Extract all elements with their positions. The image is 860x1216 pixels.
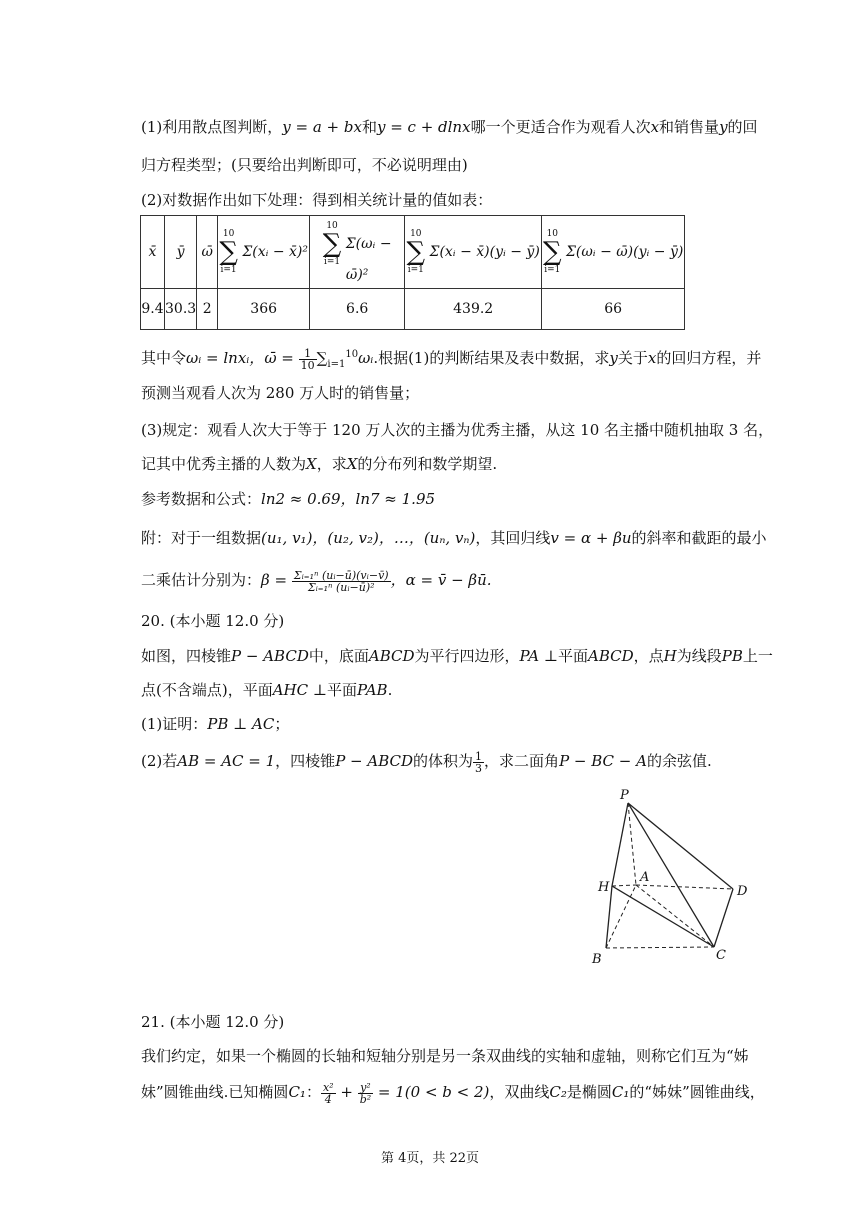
table-value-row (141, 289, 685, 330)
statistics-table (140, 215, 685, 330)
page-footer: 第 4页，共 22页 (380, 1151, 480, 1166)
header-omega-bar: ω̄ (197, 216, 218, 289)
pyramid-solid-edges (606, 803, 733, 948)
label-C: C (716, 948, 726, 963)
label-A: A (640, 870, 650, 885)
q20-part1: (1)证明：PB ⊥ AC； (141, 715, 290, 733)
edge-BA (606, 885, 636, 948)
q19-part3-line2: 记其中优秀主播的人数为X，求X的分布列和数学期望. (141, 455, 498, 473)
q19-appendix-line1: 附：对于一组数据(u₁, v₁)，(u₂, v₂)，…，(uₙ, vₙ)，其回归线v = α + βu的斜率和截距的最小 (141, 529, 767, 547)
pyramid-figure (590, 783, 760, 968)
value-omega-bar: 2 (197, 289, 218, 330)
edge-HA (612, 885, 636, 886)
q20-line2: 点(不含端点)，平面AHC ⊥平面PAB. (141, 681, 393, 699)
q19-part2-intro: (2)对数据作出如下处理：得到相关统计量的值如表： (141, 191, 493, 209)
pyramid-hidden-edges (606, 803, 733, 948)
value-sum-xx: 366 (218, 289, 310, 330)
edge-AD (636, 885, 733, 889)
q19-part3-line1: (3)规定：观看人次大于等于 120 万人次的主播为优秀主播，从这 10 名主播中随机抽取 3 名， (141, 421, 774, 439)
q21-title: 21. (本小题 12.0 分) (141, 1013, 285, 1031)
edge-PH (612, 803, 628, 886)
header-x-bar: x̄ (141, 216, 165, 289)
value-sum-wy: 66 (542, 289, 685, 330)
regression-eq-linear: y = a + bx (282, 118, 362, 136)
edge-HB (606, 886, 612, 948)
q21-line2: 妹”圆锥曲线.已知椭圆C₁： $\frac{\text{x²}}{4}$ + $\frac{\text{y²}}{\text{b²}}$ = 1(0 < b < 2)，双曲线C₂是椭圆C₁的“姊妹”圆锥曲线， (141, 1080, 765, 1106)
q19-reference-data: 参考数据和公式：ln2 ≈ 0.69，ln7 ≈ 1.95 (141, 490, 436, 508)
q19-part1-line2: 归方程类型；(只要给出判断即可，不必说明理由) (141, 156, 468, 174)
label-B: B (592, 952, 602, 967)
edge-HC (612, 886, 714, 947)
edge-DC (714, 889, 733, 947)
volume-fraction: $\frac{1}{3}$ (475, 749, 483, 775)
header-sum-wy: 10 ∑ i=1 Σ(ωᵢ − ω̄)(yᵢ − ȳ) (542, 216, 685, 289)
value-sum-ww: 6.6 (310, 289, 405, 330)
label-P: P (620, 788, 629, 803)
q19-part2-note: 其中令ωᵢ = lnxᵢ，ω̄ = $\frac{1}{10}$ $\sum_{i=1}^{10}\omega ᵢ$.根据(1)的判断结果及表中数据，求y关于x的回归方程，并 (141, 346, 762, 372)
q20-title: 20. (本小题 12.0 分) (141, 612, 285, 630)
header-sum-xy: 10 ∑ i=1 Σ(xᵢ − x̄)(yᵢ − ȳ) (405, 216, 542, 289)
q20-part2: (2)若AB = AC = 1，四棱锥P − ABCD的体积为 $\frac{1}{3}$ ，求二面角P − BC − A的余弦值. (141, 749, 712, 775)
label-H: H (598, 880, 610, 895)
q21-line1: 我们约定，如果一个椭圆的长轴和短轴分别是另一条双曲线的实轴和虚轴，则称它们互为“姊 (141, 1047, 749, 1065)
table-header-row (141, 216, 685, 289)
edge-AC (636, 885, 714, 947)
value-x-bar: 9.4 (141, 289, 165, 330)
regression-eq-log: y = c + dlnx (376, 118, 471, 136)
value-y-bar: 30.3 (165, 289, 197, 330)
least-squares-fraction: $\frac{\text{Σᵢ₌₁ⁿ (uᵢ−ū)(vᵢ−v̄)}}{\text{Σᵢ₌₁ⁿ (uᵢ−ū)²}}$ (293, 568, 389, 594)
value-sum-xy: 439.2 (405, 289, 542, 330)
header-y-bar: ȳ (165, 216, 197, 289)
q19-part2-predict: 预测当观看人次为 280 万人时的销售量； (141, 384, 420, 402)
q20-line1: 如图，四棱锥P − ABCD中，底面ABCD为平行四边形，PA ⊥平面ABCD，点H为线段PB上一 (141, 647, 773, 665)
edge-BC (606, 947, 714, 948)
q19-appendix-line2: 二乘估计分别为：β = $\frac{\text{Σᵢ₌₁ⁿ (uᵢ−ū)(vᵢ−v̄)}}{\text{Σᵢ₌₁ⁿ (uᵢ−ū)²}}$ ，α = v̄ − βū. (141, 568, 492, 594)
header-sum-ww: 10 ∑ i=1 Σ(ωᵢ − ω̄)² (310, 216, 405, 289)
label-D: D (737, 884, 748, 899)
q19-part1-line1: (1)利用散点图判断，y = a + bx和y = c + dlnx哪一个更适合作为观看人次x和销售量y的回 (141, 118, 758, 136)
header-sum-xx: 10 ∑ i=1 Σ(xᵢ − x̄)² (218, 216, 310, 289)
